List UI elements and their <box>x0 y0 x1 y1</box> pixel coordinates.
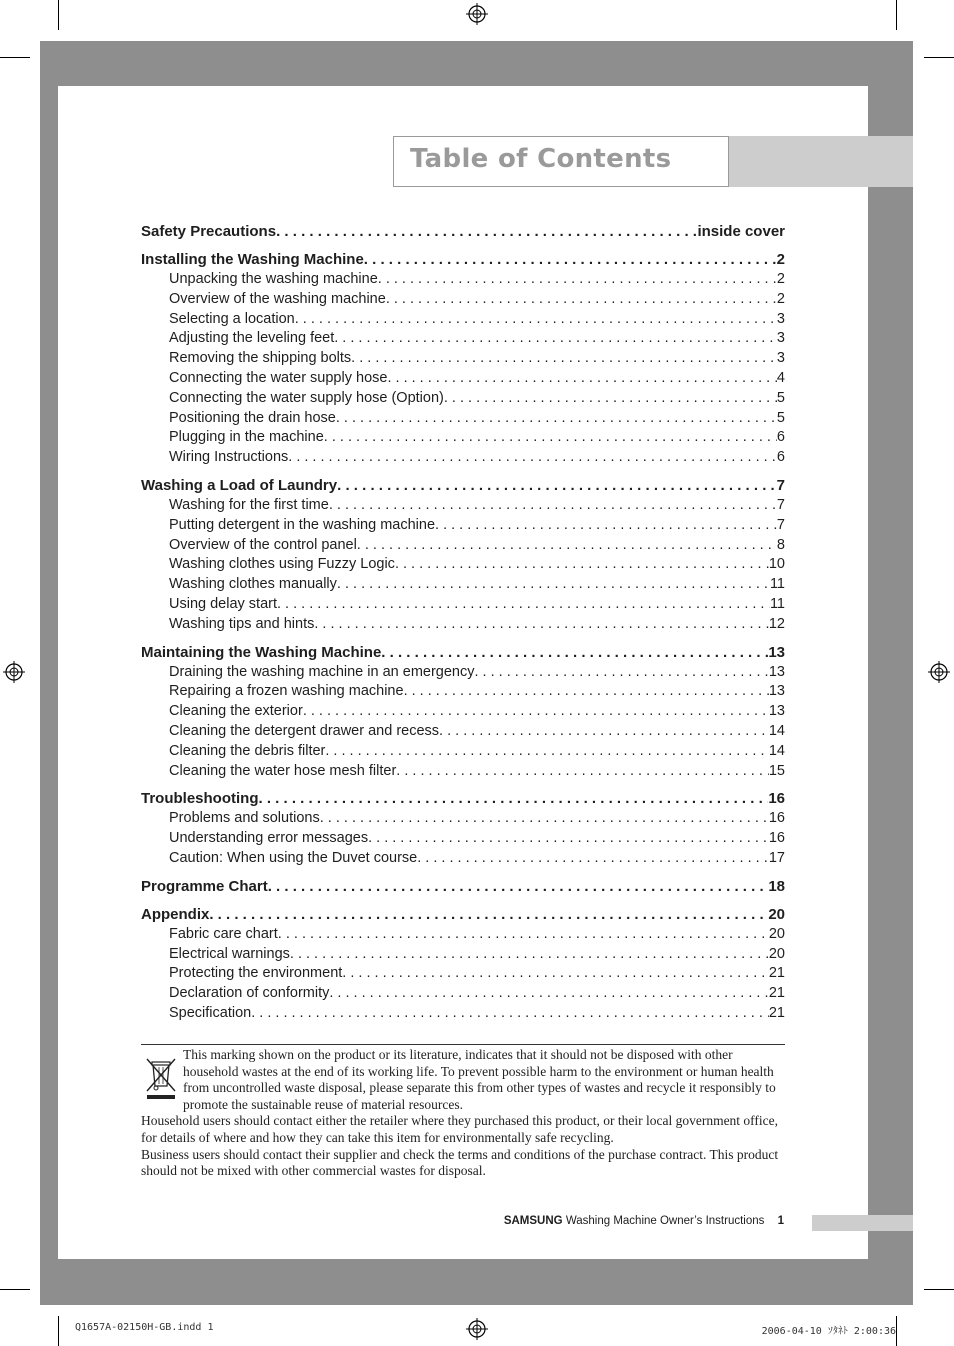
toc-entry <box>141 428 785 448</box>
toc-entry-title: Positioning the drain hose <box>169 409 336 426</box>
registration-mark-icon <box>466 1318 488 1340</box>
toc-entry-page: 3 <box>776 330 785 347</box>
registration-mark-icon <box>3 661 25 683</box>
toc-entry-title: Washing tips and hints <box>169 615 315 632</box>
dot-leader <box>314 615 769 635</box>
toc-entry-page: 14 <box>768 742 785 759</box>
toc-entry <box>141 945 785 965</box>
title-bar <box>729 136 913 187</box>
toc-section <box>141 905 785 925</box>
toc-entry <box>141 409 785 429</box>
toc-entry-title: Washing clothes using Fuzzy Logic <box>169 556 395 573</box>
toc-entry <box>141 1004 785 1024</box>
dot-leader <box>396 762 769 782</box>
toc-entry-title: Fabric care chart <box>169 925 278 942</box>
toc-entry-title: Washing clothes manually <box>169 576 337 593</box>
toc-entry-title: Putting detergent in the washing machine <box>169 516 436 533</box>
toc-entry <box>141 809 785 829</box>
toc-entry <box>141 682 785 702</box>
slug-filename: Q1657A-02150H-GB.indd 1 <box>75 1322 214 1333</box>
toc-entry-title: Washing for the first time <box>169 496 329 513</box>
notice-text: This marking shown on the product or its literature, indicates that it should not be disposed with other household wastes at the end of its working life. To prevent possible harm to the environment or human health from uncontrolled waste disposal, please separate this from other types of wastes and recycle it responsibly to promote the sustainable reuse of material resources. <box>183 1047 776 1112</box>
crop-mark <box>0 1289 30 1290</box>
registration-mark-icon <box>928 661 950 683</box>
dot-leader <box>378 270 777 290</box>
toc-entry-title: Overview of the control panel <box>169 536 357 553</box>
toc-entry-page: 11 <box>769 595 785 612</box>
toc-section-title: Troubleshooting <box>141 790 259 808</box>
toc-entry-page: 21 <box>768 1004 785 1021</box>
toc-entry <box>141 925 785 945</box>
toc-entry-page: 2 <box>776 290 785 307</box>
dot-leader <box>357 536 777 556</box>
toc-entry <box>141 615 785 635</box>
dot-leader <box>334 329 777 349</box>
toc-entry-page: 2 <box>776 271 785 287</box>
toc-entry-title: Removing the shipping bolts <box>169 350 352 367</box>
toc-entry-title: Electrical warnings <box>169 945 290 962</box>
dot-leader <box>277 595 770 615</box>
toc-entry-title: Specification <box>169 1004 252 1021</box>
toc-entry-page: 11 <box>769 576 785 593</box>
toc-entry <box>141 984 785 1004</box>
toc-entry-page: 13 <box>768 703 785 720</box>
toc-entry-page: 10 <box>768 556 785 573</box>
crop-mark <box>924 1289 954 1290</box>
toc-entry <box>141 496 785 516</box>
slug-date: 2006-04-10 ｿﾀﾈﾄ 2:00:36 <box>761 1326 896 1337</box>
toc-entry-title: Problems and solutions <box>169 810 320 827</box>
dot-leader <box>268 877 769 897</box>
dot-leader <box>342 964 769 984</box>
toc-entry-title: Overview of the washing machine <box>169 290 386 307</box>
toc-section <box>141 476 785 496</box>
dot-leader <box>381 643 768 663</box>
crossed-out-wheelie-bin-icon <box>143 1053 179 1101</box>
crop-mark <box>0 57 30 58</box>
toc-entry-page: 20 <box>768 945 785 962</box>
toc-section-title: Installing the Washing Machine <box>141 251 364 268</box>
footer-text: Washing Machine Owner’s Instructions <box>565 1215 765 1227</box>
toc-entry <box>141 663 785 683</box>
toc-entry <box>141 310 785 330</box>
dot-leader <box>320 809 769 829</box>
page-number: 1 <box>777 1215 784 1227</box>
toc-entry-title: Cleaning the exterior <box>169 703 303 720</box>
toc-entry-title: Repairing a frozen washing machine <box>169 683 404 700</box>
dot-leader <box>395 555 769 575</box>
toc-entry <box>141 448 785 468</box>
toc-entry-page: 17 <box>768 849 785 866</box>
crop-mark <box>58 1316 59 1346</box>
toc-entry <box>141 270 785 290</box>
toc-entry-page: 4 <box>776 369 785 386</box>
dot-leader <box>303 702 769 722</box>
toc-section-title: Programme Chart <box>141 877 268 895</box>
table-of-contents <box>141 222 785 1024</box>
footer-brand: SAMSUNG <box>503 1215 563 1227</box>
toc-entry-page: 3 <box>776 350 785 367</box>
weee-notice <box>141 1044 785 1180</box>
toc-entry-page: 6 <box>776 429 785 446</box>
toc-entry <box>141 536 785 556</box>
toc-entry-page: 5 <box>776 389 785 406</box>
crop-mark <box>896 0 897 30</box>
toc-entry-page: 13 <box>768 663 785 680</box>
toc-section-title: Maintaining the Washing Machine <box>141 643 382 661</box>
toc-entry-title: Using delay start <box>169 595 277 612</box>
toc-section <box>141 222 785 242</box>
toc-entry <box>141 349 785 369</box>
dot-leader <box>324 428 777 448</box>
dot-leader <box>364 250 777 270</box>
dot-leader <box>435 516 777 536</box>
toc-entry-title: Selecting a location <box>169 310 295 327</box>
toc-section-page: inside cover <box>697 223 785 240</box>
toc-entry-page: 6 <box>776 449 785 466</box>
dot-leader <box>337 575 770 595</box>
dot-leader <box>474 663 768 683</box>
toc-entry-title: Plugging in the machine <box>169 429 324 446</box>
toc-entry-title: Understanding error messages <box>169 830 369 847</box>
dot-leader <box>276 222 697 242</box>
toc-entry-title: Connecting the water supply hose <box>169 369 388 386</box>
toc-entry <box>141 516 785 536</box>
toc-entry-page: 15 <box>768 762 785 779</box>
dot-leader <box>386 290 777 310</box>
title-box <box>393 136 729 187</box>
toc-section-page: 7 <box>776 476 785 494</box>
toc-section <box>141 250 785 270</box>
toc-entry-page: 5 <box>776 409 785 426</box>
toc-entry <box>141 595 785 615</box>
dot-leader <box>259 789 769 809</box>
toc-entry-page: 16 <box>768 810 785 827</box>
toc-entry <box>141 722 785 742</box>
registration-mark-icon <box>466 3 488 25</box>
crop-mark <box>924 57 954 58</box>
footer-bar <box>812 1215 913 1231</box>
toc-entry <box>141 702 785 722</box>
toc-entry <box>141 389 785 409</box>
toc-entry-title: Caution: When using the Duvet course <box>169 849 418 866</box>
toc-entry-page: 7 <box>776 496 785 513</box>
toc-section-page: 18 <box>768 877 785 895</box>
toc-section <box>141 643 785 663</box>
dot-leader <box>288 448 777 468</box>
dot-leader <box>209 905 768 925</box>
toc-entry-page: 16 <box>768 830 785 847</box>
toc-section-title: Safety Precautions <box>141 223 277 240</box>
notice-text: Business users should contact their supplier and check the terms and conditions of the purchase contract. This product should not be mixed with other commercial wastes for disposal. <box>141 1146 779 1179</box>
toc-section-page: 2 <box>776 251 785 268</box>
toc-entry-page: 13 <box>768 683 785 700</box>
toc-section-title: Appendix <box>141 905 210 923</box>
toc-entry-title: Connecting the water supply hose (Option) <box>169 389 444 406</box>
toc-entry-title: Wiring Instructions <box>169 449 289 466</box>
toc-entry-page: 14 <box>768 722 785 739</box>
dot-leader <box>336 409 777 429</box>
toc-entry <box>141 849 785 869</box>
toc-entry-page: 21 <box>768 985 785 1002</box>
toc-entry <box>141 369 785 389</box>
toc-section-page: 16 <box>768 790 785 808</box>
dot-leader <box>387 369 776 389</box>
page-title: Table of Contents <box>410 144 672 174</box>
toc-entry-title: Cleaning the detergent drawer and recess <box>169 722 440 739</box>
toc-entry-title: Unpacking the washing machine <box>169 271 378 287</box>
dot-leader <box>444 389 777 409</box>
dot-leader <box>417 849 769 869</box>
notice-text: Household users should contact either the retailer where they purchased this product, or their local government office, for details of where and how they can take this item for environmentally safe recycling. <box>141 1113 779 1145</box>
dot-leader <box>278 925 769 945</box>
toc-entry-page: 3 <box>776 310 785 327</box>
toc-entry-title: Cleaning the water hose mesh filter <box>169 762 397 779</box>
crop-mark <box>896 1316 897 1346</box>
dot-leader <box>439 722 769 742</box>
toc-entry-page: 7 <box>776 516 785 533</box>
dot-leader <box>251 1004 769 1024</box>
toc-entry <box>141 964 785 984</box>
dot-leader <box>368 829 769 849</box>
toc-entry <box>141 762 785 782</box>
toc-entry-page: 20 <box>768 925 785 942</box>
toc-entry <box>141 290 785 310</box>
page-footer <box>504 1215 784 1227</box>
toc-entry-page: 21 <box>768 965 785 982</box>
toc-section <box>141 877 785 897</box>
dot-leader <box>325 742 768 762</box>
toc-section-title: Washing a Load of Laundry <box>141 476 338 494</box>
toc-entry <box>141 575 785 595</box>
dot-leader <box>404 682 769 702</box>
toc-entry-title: Draining the washing machine in an emergency <box>169 663 475 680</box>
toc-entry <box>141 742 785 762</box>
toc-entry <box>141 829 785 849</box>
crop-mark <box>58 0 59 30</box>
toc-entry <box>141 555 785 575</box>
toc-section <box>141 789 785 809</box>
toc-entry-title: Declaration of conformity <box>169 985 330 1002</box>
dot-leader <box>295 310 777 330</box>
toc-section-page: 20 <box>768 905 785 923</box>
dot-leader <box>329 984 768 1004</box>
toc-entry <box>141 329 785 349</box>
dot-leader <box>329 496 777 516</box>
toc-entry-page: 12 <box>768 615 785 632</box>
dot-leader <box>351 349 777 369</box>
toc-section-page: 13 <box>768 643 785 661</box>
toc-entry-page: 8 <box>776 536 785 553</box>
toc-entry-title: Cleaning the debris filter <box>169 742 326 759</box>
toc-entry-title: Adjusting the leveling feet <box>169 330 335 347</box>
toc-entry-title: Protecting the environment <box>169 965 343 982</box>
dot-leader <box>337 476 777 496</box>
dot-leader <box>290 945 769 965</box>
